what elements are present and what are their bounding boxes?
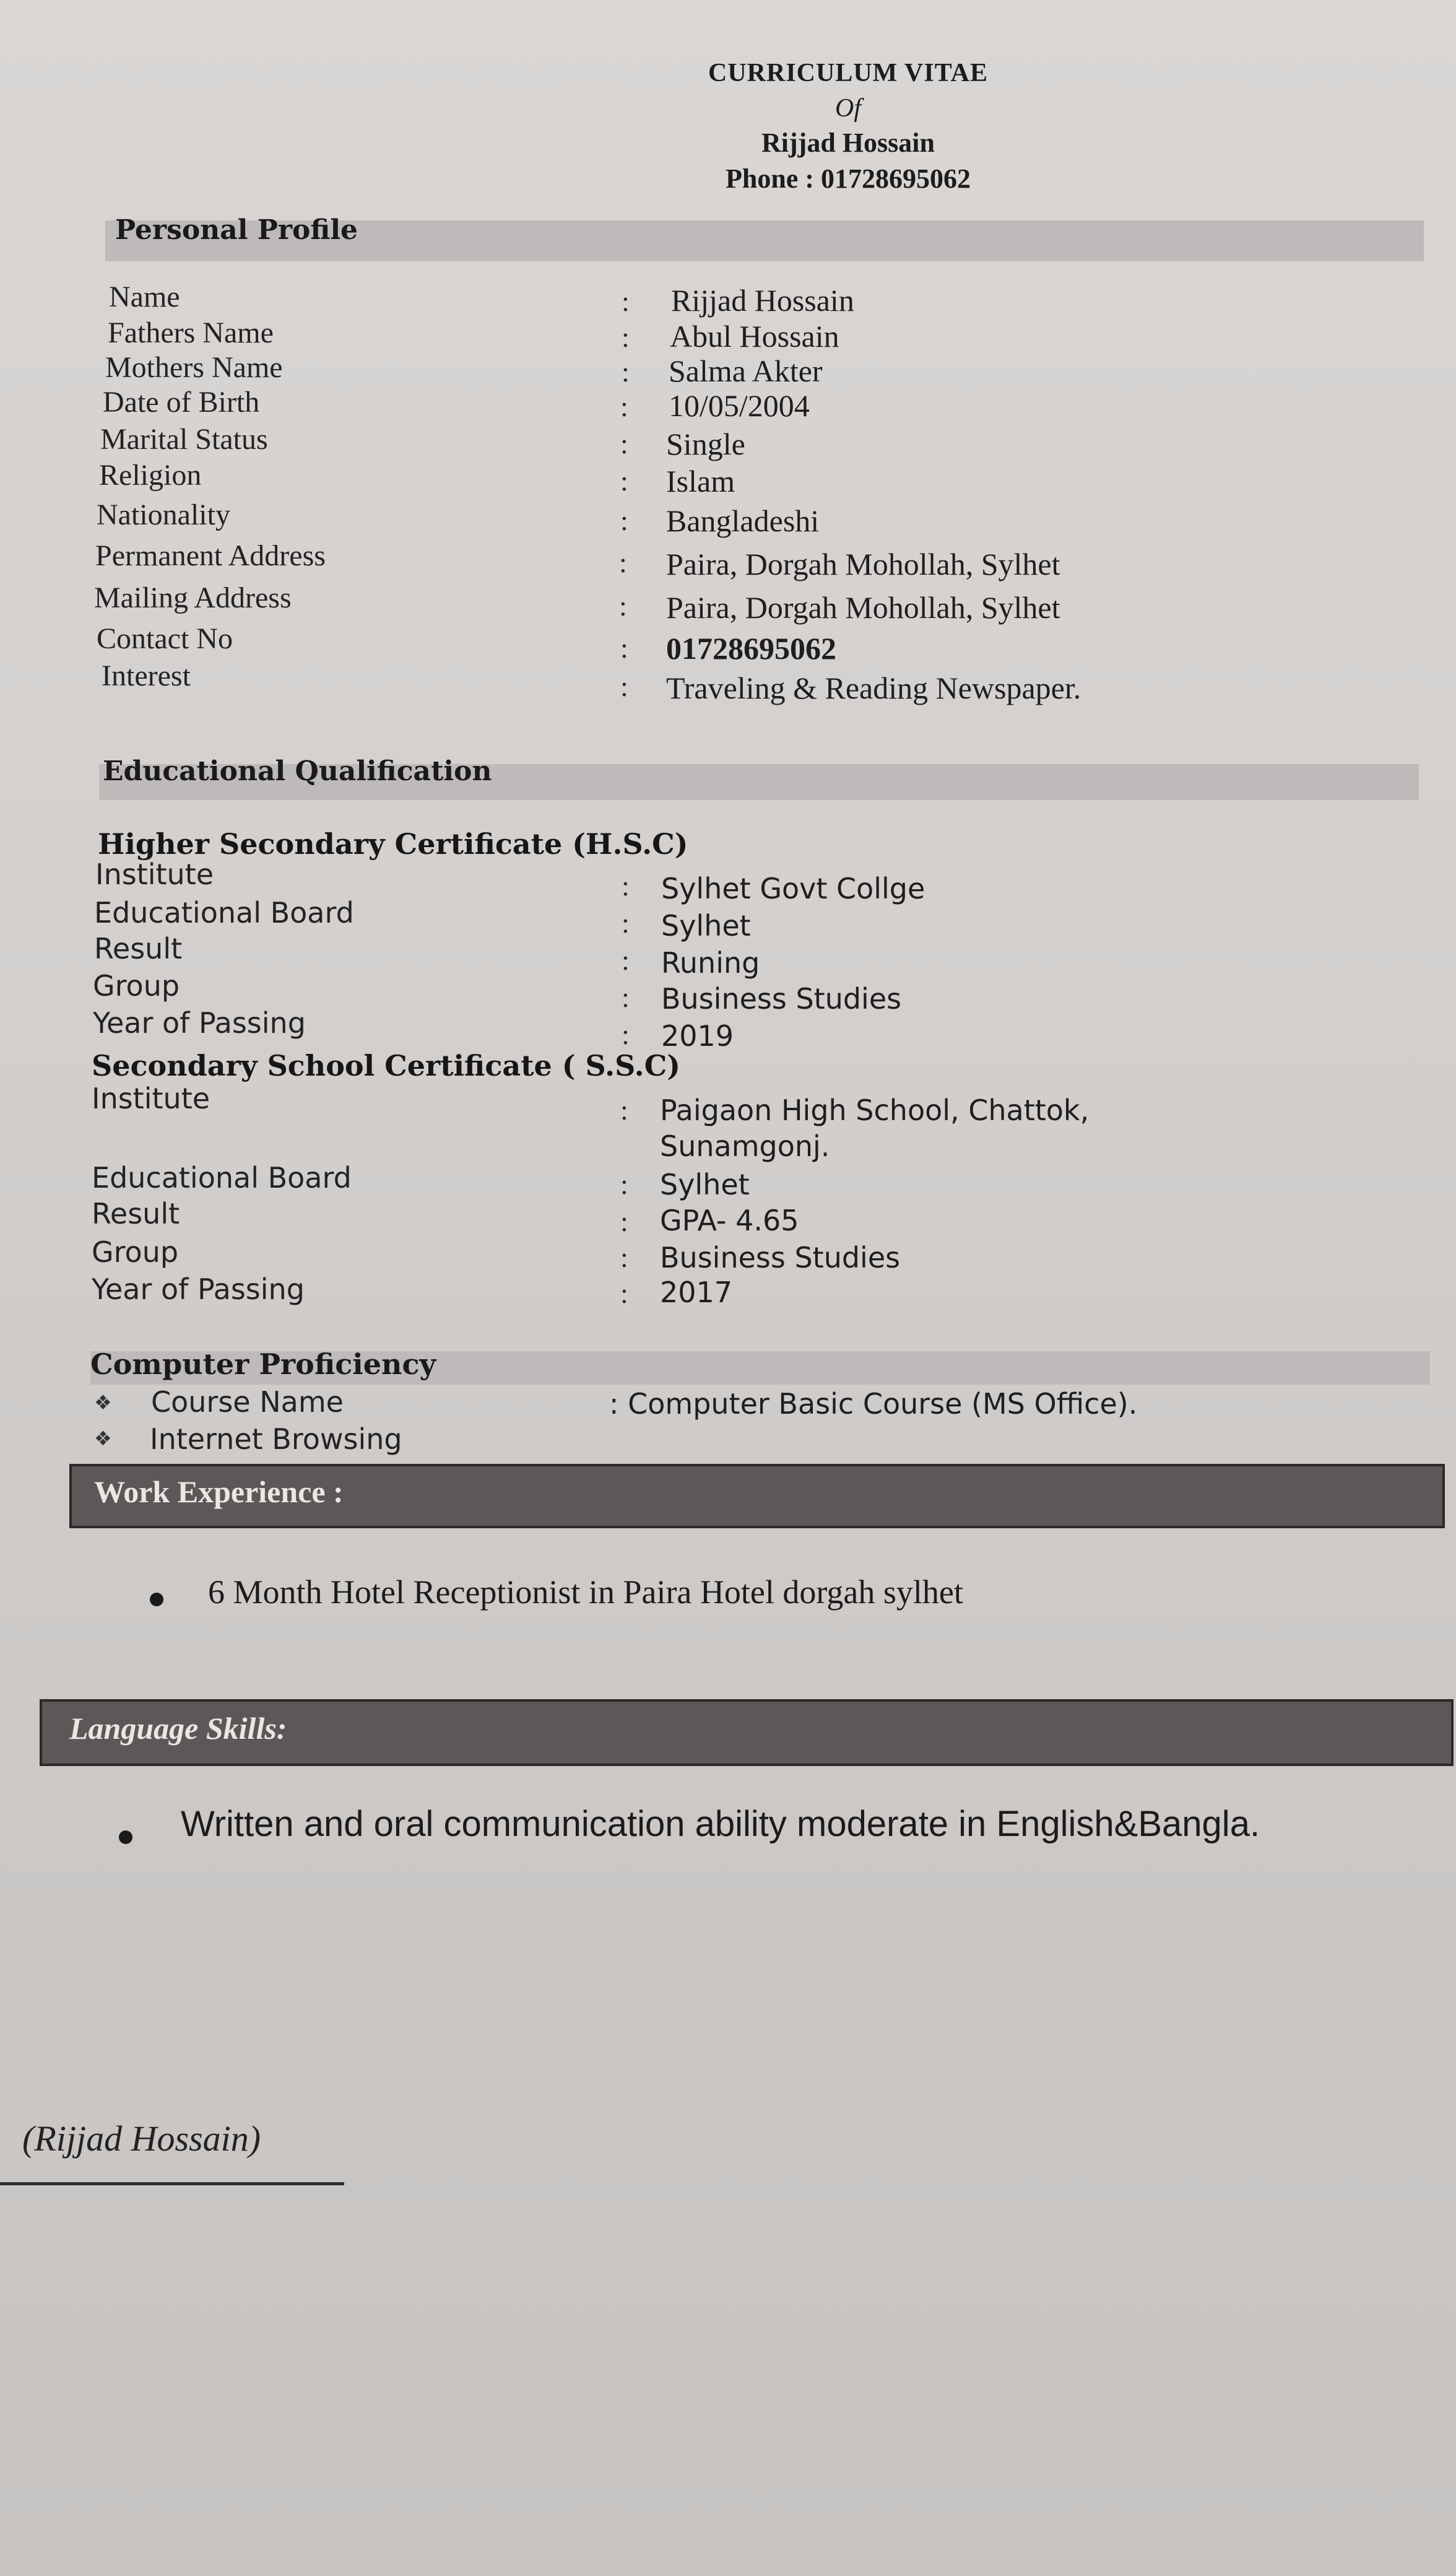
colon: : [620, 1094, 628, 1126]
ssc-value: 2017 [660, 1276, 733, 1309]
cv-title: CURRICULUM VITAE [708, 59, 988, 87]
colon: : [620, 1242, 628, 1273]
hsc-value: Business Studies [661, 982, 902, 1016]
ssc-value: GPA- 4.65 [660, 1204, 799, 1237]
colon: : [620, 1277, 628, 1309]
ssc-institute-line2: Sunamgonj. [660, 1129, 830, 1163]
cv-header [625, 54, 1071, 197]
ssc-value: Business Studies [660, 1241, 901, 1274]
profile-label: Name [109, 281, 180, 313]
profile-label: Contact No [97, 622, 233, 655]
education-heading: Educational Qualification [103, 755, 492, 787]
ssc-label: Educational Board [92, 1161, 352, 1194]
ssc-label: Institute [92, 1082, 210, 1115]
colon: : [622, 907, 630, 939]
colon: : [620, 671, 628, 702]
cv-of: Of [835, 94, 861, 123]
profile-label: Mothers Name [105, 351, 283, 384]
ssc-title: Secondary School Certificate ( S.S.C) [92, 1049, 681, 1082]
signature-name: (Rijjad Hossain) [22, 2118, 261, 2159]
language-skills-heading: Language Skills: [69, 1711, 287, 1746]
profile-value-contact: 01728695062 [666, 631, 836, 666]
hsc-value: Sylhet Govt Collge [661, 872, 925, 905]
hsc-label: Year of Passing [93, 1006, 306, 1040]
work-item: 6 Month Hotel Receptionist in Paira Hotel dorgah sylhet [208, 1573, 963, 1611]
computer-item-label: Internet Browsing [150, 1422, 402, 1456]
bullet-icon [119, 1830, 132, 1844]
computer-item-value: : Computer Basic Course (MS Office). [609, 1387, 1138, 1421]
colon: : [619, 590, 627, 622]
cv-phone: Phone : 01728695062 [726, 163, 971, 194]
personal-profile-heading: Personal Profile [115, 214, 358, 246]
hsc-label: Institute [95, 858, 214, 891]
profile-value: Traveling & Reading Newspaper. [666, 671, 1081, 705]
hsc-title: Higher Secondary Certificate (H.S.C) [98, 827, 688, 861]
bullet-icon [150, 1593, 163, 1606]
profile-label: Marital Status [100, 423, 268, 456]
colon: : [622, 870, 630, 902]
profile-label: Nationality [97, 498, 230, 531]
hsc-value: Runing [661, 946, 760, 980]
hsc-label: Educational Board [94, 896, 354, 929]
colon: : [622, 1019, 630, 1050]
language-item: Written and oral communication ability moderate in English&Bangla. [181, 1804, 1260, 1844]
ssc-label: Year of Passing [92, 1273, 305, 1306]
colon: : [622, 944, 630, 976]
profile-value: Abul Hossain [670, 319, 839, 354]
cv-name: Rijjad Hossain [761, 128, 935, 158]
ssc-label: Result [92, 1197, 180, 1230]
profile-value: Salma Akter [669, 354, 823, 388]
profile-value: Bangladeshi [666, 503, 820, 538]
colon: : [620, 505, 628, 536]
colon: : [620, 428, 628, 459]
profile-label: Religion [99, 459, 202, 492]
ssc-value: Sylhet [660, 1168, 750, 1201]
diamond-bullet-icon: ❖ [94, 1391, 112, 1414]
colon: : [620, 391, 628, 422]
diamond-bullet-icon: ❖ [94, 1427, 112, 1450]
computer-heading: Computer Proficiency [90, 1347, 436, 1381]
hsc-label: Result [94, 932, 183, 965]
colon: : [620, 465, 628, 497]
profile-value: Paira, Dorgah Mohollah, Sylhet [666, 590, 1060, 625]
profile-label: Fathers Name [108, 316, 274, 349]
hsc-value: 2019 [661, 1019, 734, 1053]
colon: : [619, 547, 627, 578]
colon: : [622, 285, 630, 317]
profile-value: Rijjad Hossain [671, 283, 854, 318]
computer-item-label: Course Name [151, 1385, 344, 1419]
colon: : [620, 1206, 628, 1237]
colon: : [622, 356, 630, 388]
profile-value: 10/05/2004 [669, 388, 810, 423]
colon: : [620, 632, 628, 664]
work-experience-heading: Work Experience : [94, 1474, 344, 1509]
profile-value: Single [666, 427, 745, 461]
hsc-label: Group [93, 969, 180, 1003]
hsc-value: Sylhet [661, 909, 751, 942]
profile-value: Paira, Dorgah Mohollah, Sylhet [666, 547, 1060, 581]
ssc-label: Group [92, 1235, 179, 1269]
colon: : [622, 321, 630, 353]
signature-line [0, 2182, 344, 2185]
profile-label: Date of Birth [103, 386, 260, 419]
profile-value: Islam [666, 464, 735, 498]
colon: : [622, 981, 630, 1013]
profile-label: Interest [102, 659, 191, 692]
profile-label: Permanent Address [95, 539, 326, 572]
colon: : [620, 1168, 628, 1200]
ssc-institute-line1: Paigaon High School, Chattok, [660, 1094, 1090, 1127]
profile-label: Mailing Address [94, 581, 292, 614]
